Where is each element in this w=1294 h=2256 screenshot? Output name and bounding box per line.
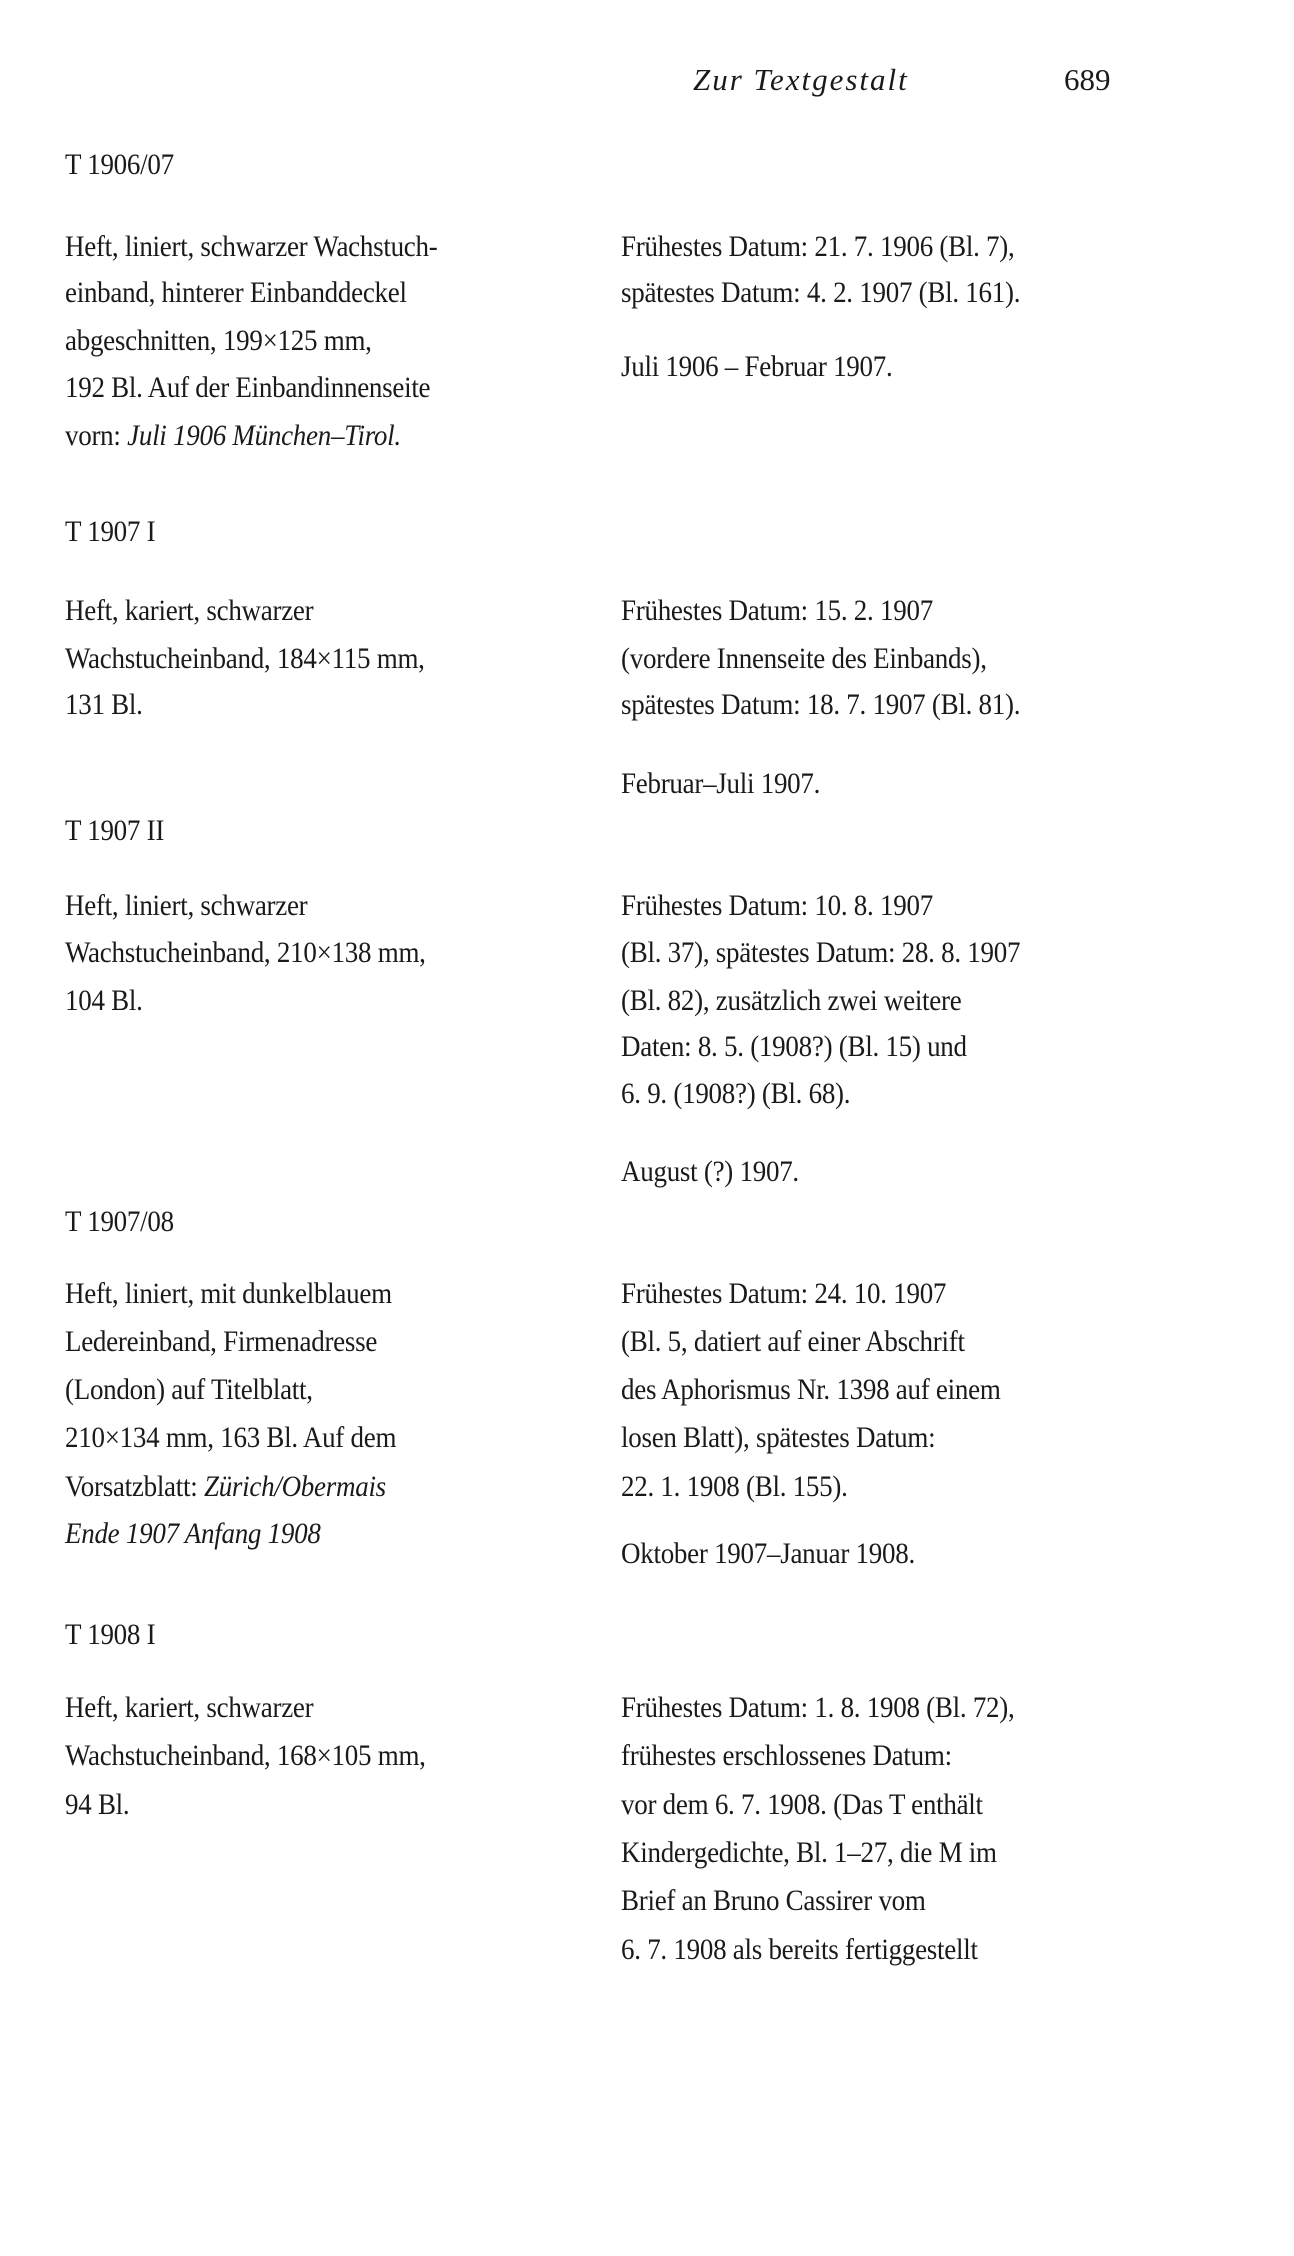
line-text: Frühestes Datum: 24. 10. 1907	[621, 1277, 947, 1310]
physical-description-line	[65, 227, 437, 267]
physical-description-line	[65, 886, 307, 926]
dating-line	[621, 639, 987, 679]
dating-line	[621, 591, 933, 631]
dating-line	[621, 1833, 997, 1873]
dating-line	[621, 933, 1020, 973]
line-text: Frühestes Datum: 21. 7. 1906 (Bl. 7),	[621, 230, 1015, 263]
dating-line	[621, 1785, 983, 1825]
dating-line	[621, 1930, 978, 1970]
line-text: Frühestes Datum: 1. 8. 1908 (Bl. 72),	[621, 1691, 1015, 1724]
date-range-summary: Juli 1906 – Februar 1907.	[621, 350, 893, 383]
physical-description-line	[65, 1736, 426, 1776]
line-text: losen Blatt), spätestes Datum:	[621, 1421, 936, 1454]
page-number: 689	[1064, 62, 1111, 97]
italic-inscription: Juli 1906 München–Tirol.	[127, 419, 401, 452]
dating-line	[621, 1274, 946, 1314]
physical-description-line	[65, 1467, 386, 1507]
physical-description-line	[65, 591, 313, 631]
date-range-summary: Februar–Juli 1907.	[621, 767, 821, 800]
italic-inscription: Zürich/Obermais	[203, 1470, 386, 1503]
line-text: Heft, kariert, schwarzer	[65, 1691, 314, 1724]
dating-line	[621, 886, 933, 926]
italic-inscription: Ende 1907 Anfang 1908	[65, 1517, 321, 1550]
line-text: spätestes Datum: 18. 7. 1907 (Bl. 81).	[621, 688, 1021, 721]
line-text: 6. 9. (1908?) (Bl. 68).	[621, 1077, 851, 1110]
line-text: 131 Bl.	[65, 688, 143, 721]
line-text: spätestes Datum: 4. 2. 1907 (Bl. 161).	[621, 276, 1021, 309]
line-text: Ledereinband, Firmenadresse	[65, 1325, 378, 1358]
dating-line	[621, 1027, 967, 1067]
dating-line	[621, 273, 1020, 313]
line-text: Vorsatzblatt:	[65, 1470, 204, 1503]
dating-line	[621, 1688, 1014, 1728]
physical-description-line	[65, 933, 426, 973]
physical-description-line	[65, 321, 372, 361]
line-text: Frühestes Datum: 15. 2. 1907	[621, 594, 933, 627]
dating-line	[621, 1418, 935, 1458]
dating-line	[621, 1467, 848, 1507]
physical-description-line	[65, 1688, 313, 1728]
line-text: 104 Bl.	[65, 984, 143, 1017]
dating-line	[621, 1881, 926, 1921]
notebook-id: T 1907 II	[65, 814, 165, 847]
notebook-id: T 1908 I	[65, 1618, 156, 1651]
line-text: Daten: 8. 5. (1908?) (Bl. 15) und	[621, 1030, 967, 1063]
date-range-summary: Oktober 1907–Januar 1908.	[621, 1537, 915, 1570]
notebook-id: T 1906/07	[65, 148, 174, 181]
line-text: einband, hinterer Einbanddeckel	[65, 276, 407, 309]
dating-line	[621, 981, 961, 1021]
notebook-id: T 1907 I	[65, 515, 156, 548]
line-text: 210×134 mm, 163 Bl. Auf dem	[65, 1421, 397, 1454]
line-text: Frühestes Datum: 10. 8. 1907	[621, 889, 933, 922]
line-text: frühestes erschlossenes Datum:	[621, 1739, 952, 1772]
line-text: Brief an Bruno Cassirer vom	[621, 1884, 926, 1917]
line-text: (London) auf Titelblatt,	[65, 1373, 313, 1406]
line-text: Kindergedichte, Bl. 1–27, die M im	[621, 1836, 997, 1869]
dating-line	[621, 1736, 952, 1776]
physical-description-line	[65, 1785, 129, 1825]
physical-description-line	[65, 416, 401, 456]
physical-description-line	[65, 639, 425, 679]
line-text: (vordere Innenseite des Einbands),	[621, 642, 987, 675]
physical-description-line	[65, 685, 143, 725]
physical-description-line	[65, 1418, 396, 1458]
physical-description-line	[65, 1322, 377, 1362]
physical-description-line	[65, 1514, 321, 1554]
physical-description-line	[65, 1370, 313, 1410]
line-text: 6. 7. 1908 als bereits fertiggestellt	[621, 1933, 978, 1966]
line-text: 192 Bl. Auf der Einbandinnenseite	[65, 371, 431, 404]
line-text: vor dem 6. 7. 1908. (Das T enthält	[621, 1788, 983, 1821]
line-text: 22. 1. 1908 (Bl. 155).	[621, 1470, 848, 1503]
dating-line	[621, 685, 1020, 725]
dating-line	[621, 1322, 965, 1362]
line-text: des Aphorismus Nr. 1398 auf einem	[621, 1373, 1001, 1406]
date-range-summary: August (?) 1907.	[621, 1155, 799, 1188]
line-text: (Bl. 5, datiert auf einer Abschrift	[621, 1325, 965, 1358]
line-text: vorn:	[65, 419, 128, 452]
dating-line	[621, 227, 1014, 267]
line-text: Heft, kariert, schwarzer	[65, 594, 314, 627]
physical-description-line	[65, 273, 407, 313]
line-text: Wachstucheinband, 168×105 mm,	[65, 1739, 426, 1772]
physical-description-line	[65, 981, 143, 1021]
line-text: (Bl. 37), spätestes Datum: 28. 8. 1907	[621, 936, 1021, 969]
running-header-title: Zur Textgestalt	[693, 62, 909, 97]
notebook-id: T 1907/08	[65, 1205, 174, 1238]
dating-line	[621, 1074, 850, 1114]
line-text: 94 Bl.	[65, 1788, 130, 1821]
line-text: Heft, liniert, schwarzer Wachstuch-	[65, 230, 438, 263]
dating-line	[621, 1370, 1001, 1410]
line-text: abgeschnitten, 199×125 mm,	[65, 324, 372, 357]
physical-description-line	[65, 1274, 392, 1314]
physical-description-line	[65, 368, 430, 408]
line-text: (Bl. 82), zusätzlich zwei weitere	[621, 984, 962, 1017]
line-text: Heft, liniert, schwarzer	[65, 889, 308, 922]
line-text: Wachstucheinband, 210×138 mm,	[65, 936, 426, 969]
line-text: Wachstucheinband, 184×115 mm,	[65, 642, 425, 675]
line-text: Heft, liniert, mit dunkelblauem	[65, 1277, 392, 1310]
